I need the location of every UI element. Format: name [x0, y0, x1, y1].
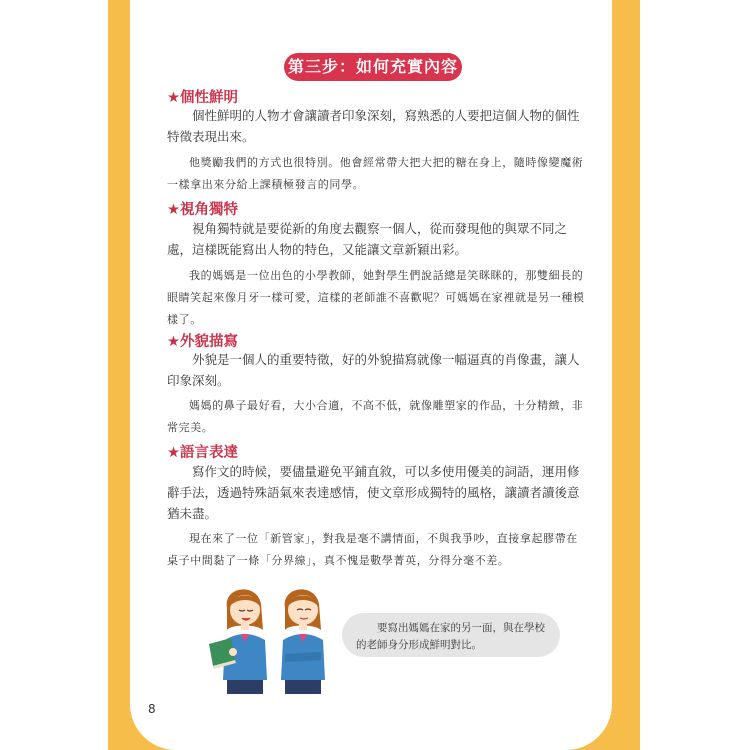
mother-teacher-illustration [205, 580, 345, 698]
section-explanation-perspective: 視角獨特就是要從新的角度去觀察一個人，從而發現他的與眾不同之處，這樣既能寫出人物的特色，又能讓文章新穎出彩。 [167, 221, 568, 257]
section-explanation-personality: 個性鮮明的人物才會讓讀者印象深刻，寫熟悉的人要把這個人物的個性特徵表現出來。 [167, 108, 580, 144]
page-number: 8 [148, 702, 156, 716]
section-title-personality: ★個性鮮明 [167, 90, 238, 106]
section-example-perspective: 我的媽媽是一位出色的小學教師，她對學生們說話總是笑眯眯的，那雙細長的眼睛笑起來像月牙一樣可愛，這樣的老師誰不喜歡呢？可媽媽在家裡就是另一種模樣了。 [167, 269, 585, 326]
mother-figure [209, 589, 267, 694]
section-explanation-appearance: 外貌是一個人的重要特徵，好的外貌描寫就像一幅逼真的肖像畫，讓人印象深刻。 [167, 352, 580, 388]
teacher-figure [281, 589, 325, 694]
speech-bubble [342, 613, 560, 657]
section-title-appearance: ★外貌描寫 [167, 334, 238, 350]
section-example-personality: 他獎勵我們的方式也很特別。他會經常帶大把大把的糖在身上，隨時像變魔術一樣拿出來分給上課積極發言的同學。 [167, 156, 584, 191]
section-title-perspective: ★視角獨特 [167, 202, 238, 218]
step-title: 第三步：如何充實內容 [284, 53, 462, 81]
section-example-language: 現在來了一位「新管家」，對我是毫不講情面，不與我爭吵，直接拿起膠帶在桌子中間黏了一條「分界線」，真不愧是數學菁英，分得分毫不差。 [167, 532, 578, 567]
section-explanation-language: 寫作文的時候，要儘量避免平鋪直敘，可以多使用優美的詞語，運用修辭手法，透過特殊語氣來表達感情，使文章形成獨特的風格，讓讀者讀後意猶未盡。 [167, 464, 580, 521]
speech-bubble-text: 要寫出媽媽在家的另一面，與在學校的老師身分形成鮮明對比。 [356, 622, 545, 651]
section-title-language: ★語言表達 [167, 445, 238, 461]
section-example-appearance: 媽媽的鼻子最好看，大小合適，不高不低，就像雕塑家的作品，十分精緻，非常完美。 [167, 399, 584, 434]
